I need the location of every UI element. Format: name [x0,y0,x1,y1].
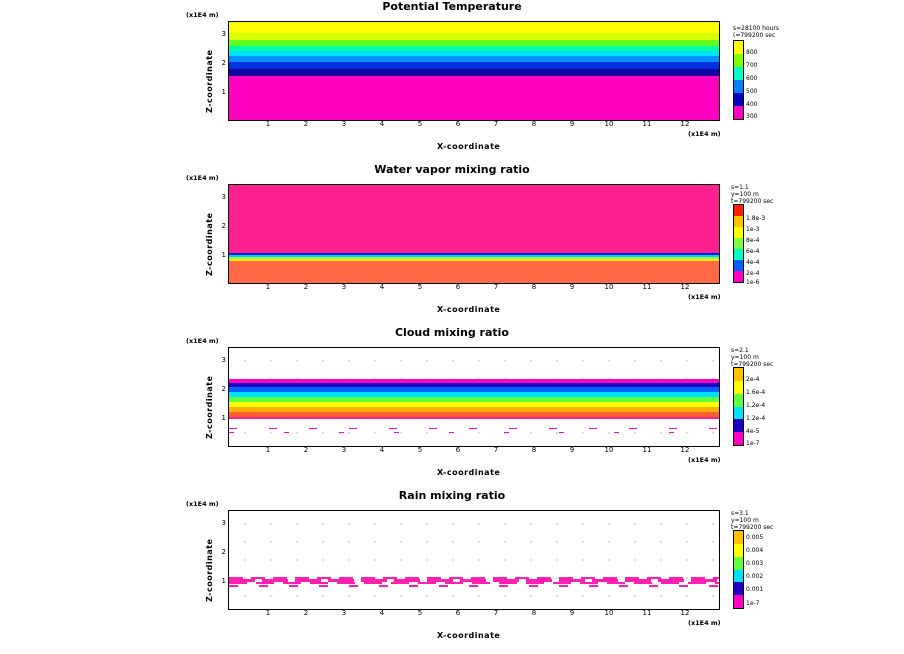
plot-area [228,184,720,284]
x-tick-label: 7 [493,120,499,128]
x-tick-label: 9 [569,609,575,617]
colorbar-tick-label: 0.001 [746,586,764,593]
x-axis-label: X-coordinate [437,142,501,151]
x-tick-label: 9 [569,283,575,291]
x-axis-unit: (x1E4 m) [688,130,721,138]
annotation-line-1: s=28100 hours [733,25,780,32]
colorbar [733,530,744,609]
y-tick-label: 3 [221,519,226,527]
x-tick-label: 4 [379,446,385,454]
x-tick-label: 7 [493,446,499,454]
x-tick-label: 10 [604,120,614,128]
colorbar-tick-label: 800 [746,49,758,56]
plot-area [228,347,720,447]
annotation-line-3: t=799200 sec [731,361,774,368]
annotation-line-3: t=799200 sec [731,198,774,205]
colorbar [733,204,744,283]
x-axis-label: X-coordinate [437,468,501,477]
chart-panel-potential-temperature [0,0,904,160]
contour-band [229,62,719,69]
y-tick-label: 1 [221,251,226,259]
contour-band [229,33,719,40]
x-tick-label: 9 [569,446,575,454]
x-tick-label: 5 [417,446,423,454]
annotation-line-2: (=799200 sec [733,32,776,39]
contour-band [229,582,719,584]
x-tick-label: 5 [417,120,423,128]
chart-panel-water-vapor-mixing-ratio [0,163,904,323]
colorbar-tick-label: 400 [746,101,758,108]
colorbar-tick-label: 1e-3 [746,226,760,233]
colorbar-tick-label: 1e-6 [746,279,760,286]
annotation-line-3: t=799200 sec [731,524,774,531]
annotation-line-1: s=2.1 [731,347,749,354]
x-tick-label: 12 [680,609,690,617]
y-tick-label: 2 [221,548,226,556]
contour-band [229,185,719,253]
y-tick-label: 1 [221,414,226,422]
y-tick-label: 3 [221,356,226,364]
x-tick-label: 12 [680,120,690,128]
colorbar-tick-label: 500 [746,88,758,95]
colorbar-tick-label: 1.2e-4 [746,402,766,409]
x-tick-label: 8 [531,609,537,617]
x-axis-unit: (x1E4 m) [688,619,721,627]
y-axis-unit: (x1E4 m) [186,174,219,182]
annotation-line-2: y=100 m [731,517,759,524]
grid-dots [229,511,719,609]
x-axis-label: X-coordinate [437,305,501,314]
x-tick-label: 8 [531,446,537,454]
x-tick-label: 3 [341,609,347,617]
annotation-line-1: s=3.1 [731,510,749,517]
y-axis-unit: (x1E4 m) [186,337,219,345]
colorbar-tick-label: 1.6e-4 [746,389,766,396]
x-tick-label: 2 [303,446,309,454]
x-axis-label: X-coordinate [437,631,501,640]
x-tick-label: 3 [341,283,347,291]
contour-band [229,22,719,33]
x-tick-label: 1 [265,283,271,291]
x-tick-label: 4 [379,283,385,291]
x-tick-label: 1 [265,446,271,454]
y-tick-label: 2 [221,385,226,393]
x-tick-label: 5 [417,609,423,617]
chart-title: Water vapor mixing ratio [374,163,530,176]
colorbar-tick-label: 0.004 [746,547,764,554]
plot-area [228,21,720,121]
x-tick-label: 11 [642,446,652,454]
x-tick-label: 8 [531,283,537,291]
x-tick-label: 3 [341,446,347,454]
contour-band [229,261,719,283]
x-tick-label: 7 [493,609,499,617]
colorbar [733,40,744,120]
y-tick-label: 3 [221,193,226,201]
y-axis-label: Z-coordinate [205,538,214,602]
chart-panel-cloud-mixing-ratio [0,326,904,486]
scattered-contours [229,432,719,433]
x-tick-label: 9 [569,120,575,128]
y-tick-label: 1 [221,577,226,585]
y-axis-label: Z-coordinate [205,212,214,276]
annotation-line-2: y=100 m [731,354,759,361]
x-tick-label: 1 [265,609,271,617]
annotation-line-2: y=100 m [731,191,759,198]
x-tick-label: 4 [379,609,385,617]
contour-band [229,417,719,419]
colorbar-tick-label: 6e-4 [746,248,760,255]
y-axis-unit: (x1E4 m) [186,500,219,508]
colorbar [733,367,744,446]
x-tick-label: 3 [341,120,347,128]
chart-title: Potential Temperature [382,0,522,13]
x-tick-label: 2 [303,120,309,128]
chart-title: Cloud mixing ratio [394,326,509,339]
y-axis-label: Z-coordinate [205,375,214,439]
x-tick-label: 11 [642,283,652,291]
x-tick-label: 6 [455,446,461,454]
colorbar-tick-label: 0.005 [746,534,764,541]
colorbar-tick-label: 1e-7 [746,440,760,447]
chart-title: Rain mixing ratio [398,489,506,502]
y-tick-label: 2 [221,222,226,230]
colorbar-tick-label: 8e-4 [746,237,760,244]
x-tick-label: 10 [604,446,614,454]
x-tick-label: 5 [417,283,423,291]
y-axis-unit: (x1E4 m) [186,11,219,19]
annotation-line-1: s=1.1 [731,184,749,191]
x-tick-label: 12 [680,283,690,291]
scattered-contours [229,428,719,429]
colorbar-tick-label: 600 [746,75,758,82]
x-tick-label: 11 [642,120,652,128]
contour-band [229,76,719,120]
y-tick-label: 3 [221,30,226,38]
colorbar-tick-label: 2e-4 [746,270,760,277]
x-tick-label: 12 [680,446,690,454]
colorbar-tick-label: 0.002 [746,573,764,580]
colorbar-tick-label: 1e-7 [746,600,760,607]
colorbar-tick-label: 4e-4 [746,259,760,266]
x-tick-label: 1 [265,120,271,128]
colorbar-tick-label: 700 [746,62,758,69]
x-tick-label: 6 [455,283,461,291]
plot-area [228,510,720,610]
colorbar-tick-label: 0.003 [746,560,764,567]
y-tick-label: 1 [221,88,226,96]
contour-band [229,69,719,76]
colorbar-tick-label: 2e-4 [746,376,760,383]
x-tick-label: 4 [379,120,385,128]
x-tick-label: 6 [455,120,461,128]
x-tick-label: 10 [604,283,614,291]
y-tick-label: 2 [221,59,226,67]
y-axis-label: Z-coordinate [205,49,214,113]
x-tick-label: 7 [493,283,499,291]
x-axis-unit: (x1E4 m) [688,293,721,301]
x-tick-label: 8 [531,120,537,128]
x-tick-label: 2 [303,283,309,291]
x-tick-label: 2 [303,609,309,617]
colorbar-tick-label: 1.2e-4 [746,415,766,422]
colorbar-tick-label: 1.8e-3 [746,215,766,222]
contour-band [229,585,719,587]
chart-panel-rain-mixing-ratio [0,489,904,654]
x-tick-label: 6 [455,609,461,617]
x-axis-unit: (x1E4 m) [688,456,721,464]
x-tick-label: 11 [642,609,652,617]
x-tick-label: 10 [604,609,614,617]
colorbar-tick-label: 300 [746,113,758,120]
colorbar-tick-label: 4e-5 [746,428,760,435]
